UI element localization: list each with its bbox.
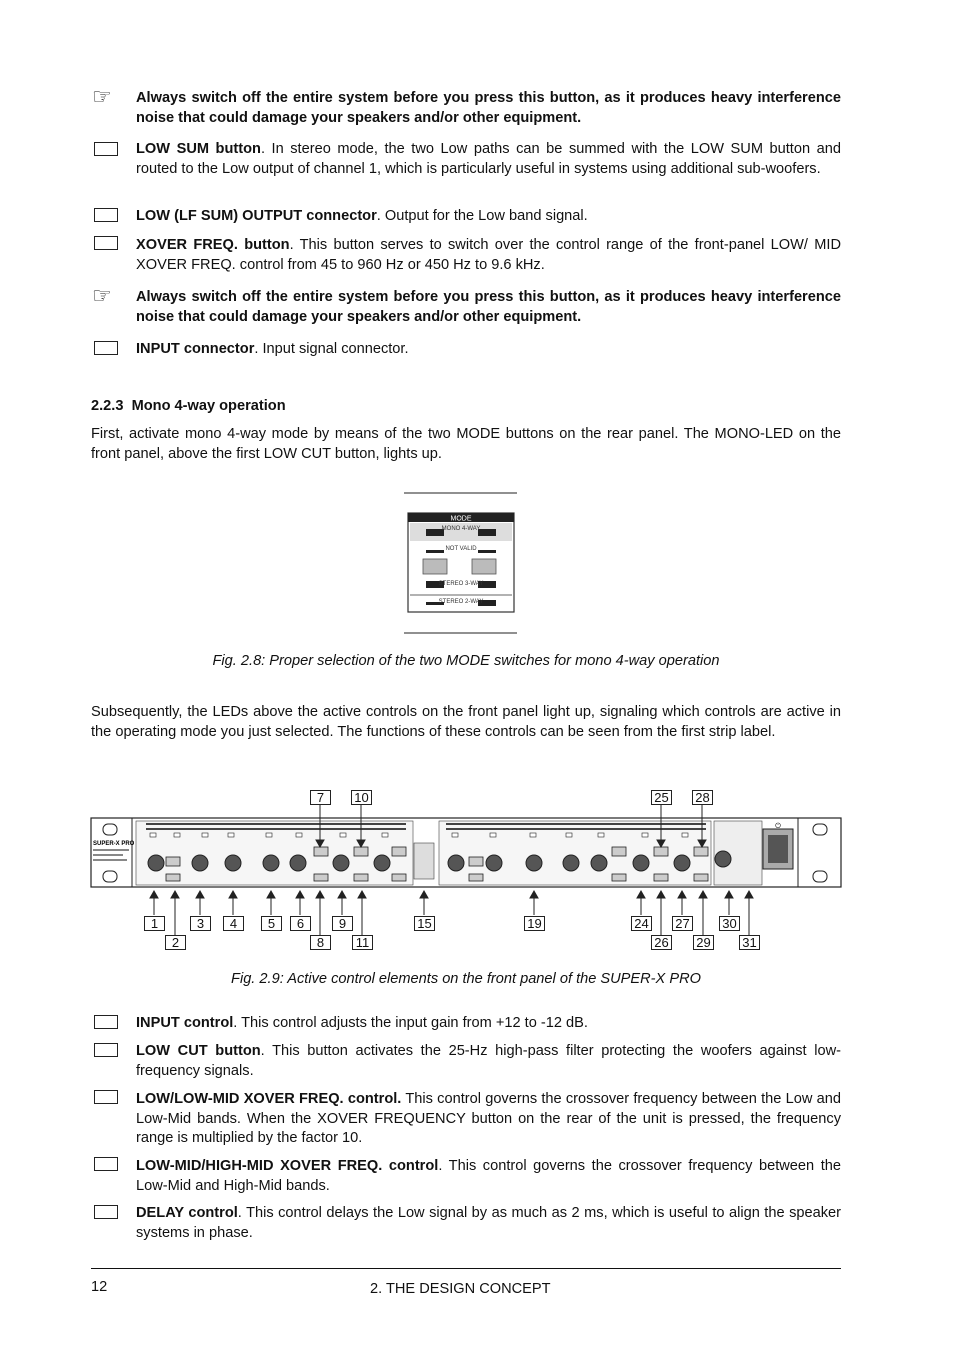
- callout-5: 5: [261, 916, 282, 931]
- callout-8: 8: [310, 935, 331, 950]
- callout-19: 19: [524, 916, 545, 931]
- warning-text: Always switch off the entire system before you press this button, as it produces heavy interference noise that could damage your speakers and/or other equipment.: [136, 90, 841, 126]
- callout-4: 4: [223, 916, 244, 931]
- footer-rule: [91, 1268, 841, 1269]
- item-xover-freq-button: XOVER FREQ. button. This button serves to switch over the control range of the front-panel LOW/ MID XOVER FREQ. control from 45 to 960 Hz or 450 Hz to 9.6 kHz.: [136, 237, 841, 273]
- brand-label: SUPER-X PRO: [93, 841, 135, 847]
- callout-2: 2: [165, 935, 186, 950]
- item-low-sum: LOW SUM button. In stereo mode, the two Low paths can be summed with the LOW SUM button and routed to the Low output of channel 1, which is particularly useful in systems using additional sub-woofers.: [136, 141, 841, 177]
- callout-1: 1: [144, 916, 165, 931]
- mode-label-stereo-2way: STEREO 2-WAY: [438, 599, 484, 605]
- callout-10: 10: [351, 790, 372, 805]
- figure-caption: Fig. 2.8: Proper selection of the two MODE switches for mono 4-way operation: [212, 653, 720, 669]
- paragraph-leds: Subsequently, the LEDs above the active controls on the front panel light up, signaling which controls are active in the operating mode you just selected. The functions of these controls can be seen from the first strip label.: [91, 704, 841, 740]
- callout-7: 7: [310, 790, 331, 805]
- mode-label-stereo-3way: STEREO 3-WAY: [438, 581, 484, 587]
- item-number-box: [94, 1043, 118, 1057]
- page-number: 12: [91, 1279, 108, 1295]
- callout-24: 24: [631, 916, 652, 931]
- callout-30: 30: [719, 916, 740, 931]
- figure-caption: Fig. 2.9: Active control elements on the front panel of the SUPER-X PRO: [231, 971, 701, 987]
- callout-11: 11: [352, 935, 373, 950]
- callout-27: 27: [672, 916, 693, 931]
- callout-15: 15: [414, 916, 435, 931]
- item-lowmid-highmid-xover: LOW-MID/HIGH-MID XOVER FREQ. control. This control governs the crossover frequency between the Low-Mid and High-Mid bands.: [136, 1158, 841, 1194]
- item-number-box: [94, 1157, 118, 1171]
- item-input-control: INPUT control. This control adjusts the input gain from +12 to -12 dB.: [136, 1015, 588, 1031]
- mode-label-mono: MONO 4-WAY: [441, 526, 481, 532]
- chapter-title: 2. THE DESIGN CONCEPT: [370, 1281, 551, 1297]
- callout-25: 25: [651, 790, 672, 805]
- callout-28: 28: [692, 790, 713, 805]
- svg-text:⏻: ⏻: [775, 822, 781, 830]
- callout-31: 31: [739, 935, 760, 950]
- item-number-box: [94, 1205, 118, 1219]
- paragraph-mono-intro: First, activate mono 4-way mode by means of the two MODE buttons on the rear panel. The MONO-LED on the front panel, above the first LOW CUT button, lights up.: [91, 426, 841, 462]
- item-number-box: [94, 1015, 118, 1029]
- item-low-lowmid-xover: LOW/LOW-MID XOVER FREQ. control. This control governs the crossover frequency between the Low and Low-Mid bands. When the XOVER FREQUENCY button on the rear of the unit is pressed, the frequency range is multiplied by the factor 10.: [136, 1091, 842, 1147]
- item-low-output: LOW (LF SUM) OUTPUT connector. Output for the Low band signal.: [136, 208, 588, 224]
- section-heading: 2.2.3 Mono 4-way operation: [91, 398, 286, 414]
- mode-label-not-valid: NOT VALID: [445, 546, 477, 552]
- warning-text: Always switch off the entire system before you press this button, as it produces heavy interference noise that could damage your speakers and/or other equipment.: [136, 289, 841, 325]
- callout-3: 3: [190, 916, 211, 931]
- item-number-box: [94, 1090, 118, 1104]
- callout-29: 29: [693, 935, 714, 950]
- mode-header: MODE: [450, 515, 472, 523]
- callout-9: 9: [332, 916, 353, 931]
- callout-26: 26: [651, 935, 672, 950]
- item-input-connector: INPUT connector. Input signal connector.: [136, 341, 409, 357]
- callout-6: 6: [290, 916, 311, 931]
- pointing-hand-icon: ☞: [92, 284, 112, 309]
- pointing-hand-icon: ☞: [92, 85, 112, 110]
- item-delay-control: DELAY control. This control delays the Low signal by as much as 2 ms, which is useful to align the speaker systems in phase.: [136, 1205, 841, 1241]
- item-low-cut-button: LOW CUT button. This button activates the 25-Hz high-pass filter protecting the woofers against low-frequency signals.: [136, 1043, 841, 1079]
